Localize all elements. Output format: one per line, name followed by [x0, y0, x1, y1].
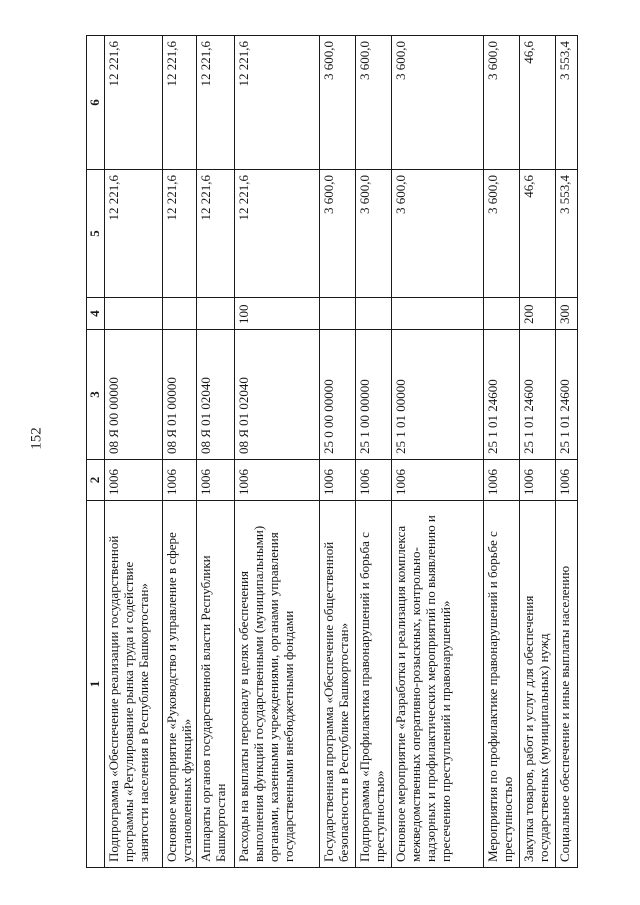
row-value-5: 3 553,4: [556, 170, 578, 298]
row-section-code: 1006: [484, 460, 520, 501]
row-value-6: 12 221,6: [163, 36, 197, 170]
header-col-3: 3: [87, 330, 105, 460]
row-type-code: [105, 298, 163, 330]
table-row: [197, 36, 235, 868]
row-value-5: 12 221,6: [163, 170, 197, 298]
row-name: Подпрограмма «Обеспечение реализации государственной программы «Регулирование рынка труда и содействие занятости населения в Республике Башкортостан»: [105, 501, 163, 868]
row-target-code: 08 Я 01 02040: [235, 330, 320, 460]
table-row: [356, 36, 392, 868]
budget-table: [86, 35, 578, 868]
row-value-6: 3 600,0: [320, 36, 356, 170]
row-section-code: 1006: [105, 460, 163, 501]
row-value-6: 3 600,0: [484, 36, 520, 170]
row-name: Расходы на выплаты персоналу в целях обеспечения выполнения функций государственными (муниципальными) органами, казенными учреждениями, органами управления государственными внебюджетными фондами: [235, 501, 320, 868]
table-row: [105, 36, 163, 868]
row-value-5: 46,6: [520, 170, 556, 298]
header-col-6: 6: [87, 36, 105, 170]
row-value-5: 3 600,0: [356, 170, 392, 298]
row-type-code: [484, 298, 520, 330]
row-type-code: [197, 298, 235, 330]
row-target-code: 25 1 01 24600: [520, 330, 556, 460]
row-target-code: 25 1 00 00000: [356, 330, 392, 460]
row-name: Аппараты органов государственной власти Республики Башкортостан: [197, 501, 235, 868]
row-name: Основное мероприятие «Руководство и управление в сфере установленных функций»: [163, 501, 197, 868]
header-row: [87, 36, 105, 868]
row-value-5: 12 221,6: [105, 170, 163, 298]
header-col-5: 5: [87, 170, 105, 298]
row-value-5: 12 221,6: [197, 170, 235, 298]
page-number: 152: [28, 427, 45, 450]
row-value-6: 12 221,6: [235, 36, 320, 170]
row-type-code: [163, 298, 197, 330]
table-row: [163, 36, 197, 868]
table-row: [320, 36, 356, 868]
row-name: Социальное обеспечение и иные выплаты населению: [556, 501, 578, 868]
header-col-1: 1: [87, 501, 105, 868]
row-section-code: 1006: [235, 460, 320, 501]
row-target-code: 08 Я 00 00000: [105, 330, 163, 460]
header-col-4: 4: [87, 298, 105, 330]
row-value-6: 3 553,4: [556, 36, 578, 170]
row-type-code: [320, 298, 356, 330]
row-value-6: 3 600,0: [356, 36, 392, 170]
row-type-code: 100: [235, 298, 320, 330]
row-name: Основное мероприятие «Разработка и реализация комплекса межведомственных оперативно-розыскных, контрольно-надзорных и профилактических мероприятий по выявлению и пресечению преступлений и правонарушений»: [392, 501, 484, 868]
row-section-code: 1006: [163, 460, 197, 501]
table-row: [556, 36, 578, 868]
header-col-2: 2: [87, 460, 105, 501]
row-name: Закупка товаров, работ и услуг для обеспечения государственных (муниципальных) нужд: [520, 501, 556, 868]
row-target-code: 25 0 00 00000: [320, 330, 356, 460]
row-value-6: 46,6: [520, 36, 556, 170]
row-section-code: 1006: [392, 460, 484, 501]
row-target-code: 08 Я 01 02040: [197, 330, 235, 460]
row-section-code: 1006: [556, 460, 578, 501]
row-section-code: 1006: [197, 460, 235, 501]
table-row: [484, 36, 520, 868]
row-type-code: 300: [556, 298, 578, 330]
row-target-code: 25 1 01 24600: [556, 330, 578, 460]
row-value-6: 12 221,6: [105, 36, 163, 170]
row-type-code: [356, 298, 392, 330]
row-section-code: 1006: [520, 460, 556, 501]
row-name: Подпрограмма «Профилактика правонарушений и борьба с преступностью»: [356, 501, 392, 868]
row-section-code: 1006: [320, 460, 356, 501]
row-value-6: 3 600,0: [392, 36, 484, 170]
row-value-5: 3 600,0: [320, 170, 356, 298]
row-value-5: 3 600,0: [392, 170, 484, 298]
row-target-code: 08 Я 01 00000: [163, 330, 197, 460]
table-row: [392, 36, 484, 868]
row-name: Мероприятия по профилактике правонарушений и борьбе с преступностью: [484, 501, 520, 868]
row-value-5: 3 600,0: [484, 170, 520, 298]
row-value-5: 12 221,6: [235, 170, 320, 298]
row-type-code: 200: [520, 298, 556, 330]
row-target-code: 25 1 01 00000: [392, 330, 484, 460]
table-row: [520, 36, 556, 868]
row-type-code: [392, 298, 484, 330]
row-value-6: 12 221,6: [197, 36, 235, 170]
row-target-code: 25 1 01 24600: [484, 330, 520, 460]
row-name: Государственная программа «Обеспечение общественной безопасности в Республике Башкортостан»: [320, 501, 356, 868]
row-section-code: 1006: [356, 460, 392, 501]
table-row: [235, 36, 320, 868]
